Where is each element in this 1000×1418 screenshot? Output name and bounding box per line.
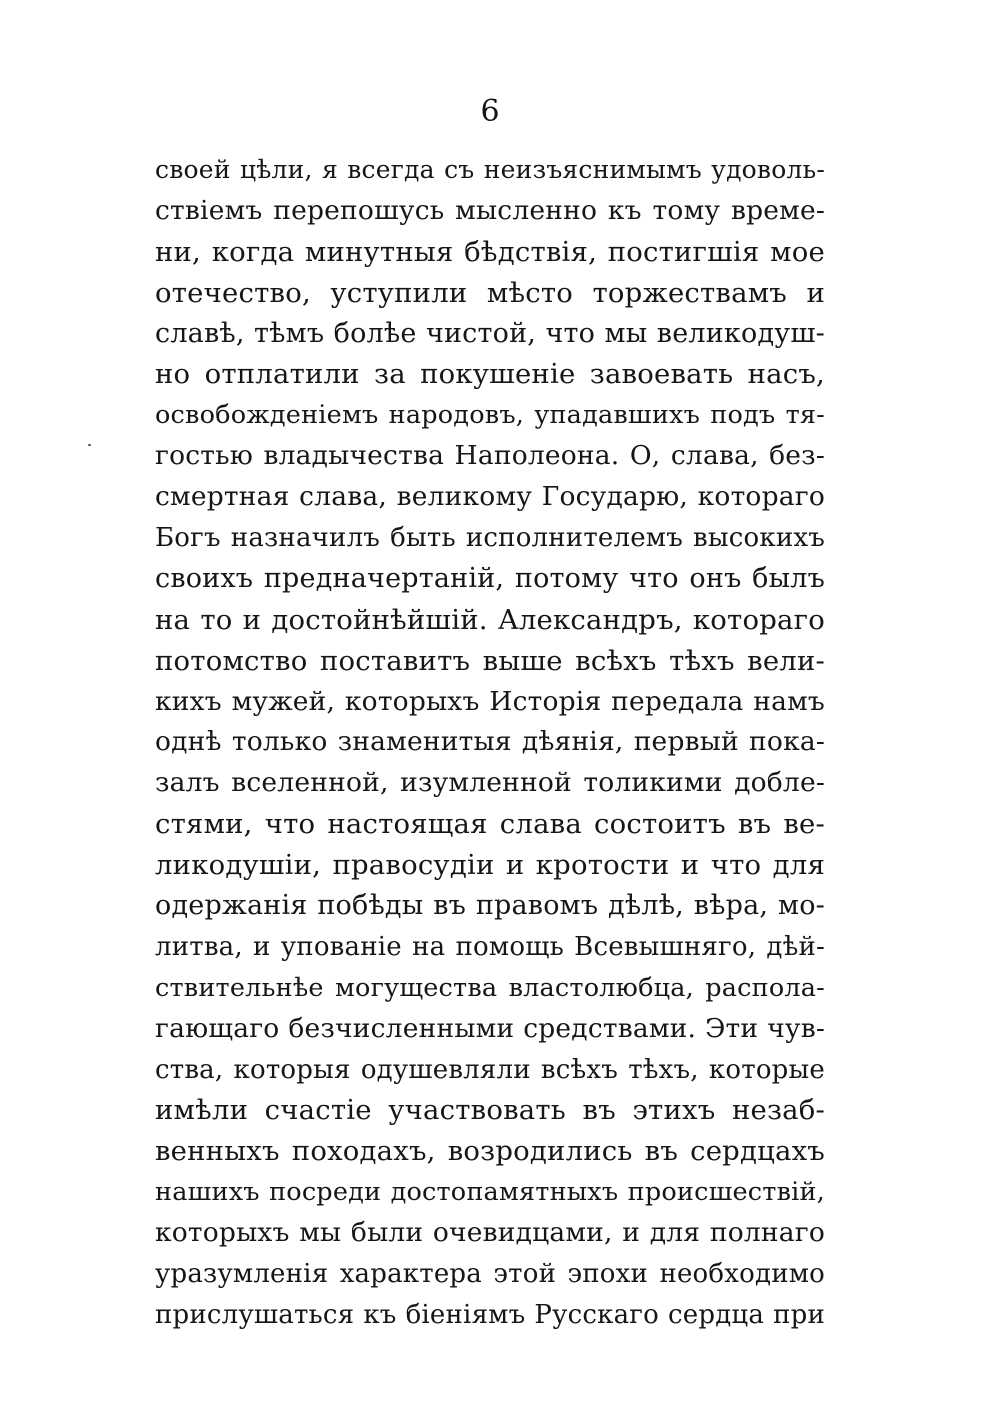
page-number: 6 [480,94,500,129]
text-line: прислушаться къ біеніямъ Русскаго сердца при [155,1299,825,1330]
text-line: ствительнѣе могущества властолюбца, распола- [155,972,825,1003]
text-line: стями, что настоящая слава состоитъ въ ве- [155,808,825,841]
text-line: ни, когда минутныя бѣдствія, постигшія мое [155,235,825,268]
text-line: гостью владычества Наполеона. О, слава, без- [155,440,825,472]
text-line: уразумленія характера этой эпохи необходимо [155,1259,825,1290]
text-line: ствіемъ перепошусь мысленно къ тому време- [155,194,825,226]
text-line: потомство поставитъ выше всѣхъ тѣхъ вели- [155,644,825,677]
text-line: венныхъ походахъ, возродились въ сердцахъ [155,1135,825,1168]
body-text [155,150,825,1336]
text-line: своихъ предначертаній, потому что онъ былъ [155,562,825,594]
text-line: кихъ мужей, которыхъ Исторія передала намъ [155,685,825,717]
text-line: смертная слава, великому Государю, котораго [155,481,825,513]
text-line: нашихъ посреди достопамятныхъ происшествій, [155,1177,825,1208]
text-line: отечество, уступили мѣсто торжествамъ и [155,276,825,309]
text-line: имѣли счастіе участвовать въ этихъ незаб- [155,1094,825,1127]
text-line: славѣ, тѣмъ болѣе чистой, что мы великодуш- [155,317,825,349]
text-line: освобожденіемъ народовъ, упадавшихъ подъ тя- [155,400,825,431]
text-line: своей цѣли, я всегда съ неизъяснимымъ удоволь- [155,155,825,184]
text-line: однѣ только знаменитыя дѣянія, первый пока- [155,726,825,758]
margin-speck [88,444,91,446]
text-line: но отплатили за покушеніе завоевать насъ, [155,358,825,391]
text-line: одержанія побѣды въ правомъ дѣлѣ, вѣра, мо- [155,890,825,922]
text-line: на то и достойнѣйшій. Александръ, котораго [155,603,825,636]
text-line: ства, которыя одушевляли всѣхъ тѣхъ, которые [155,1054,825,1085]
text-line: ликодушіи, правосудіи и кротости и что для [155,849,825,882]
text-line: которыхъ мы были очевидцами, и для полнаго [155,1217,825,1249]
text-line: залъ вселенной, изумленной толикими добле- [155,767,825,799]
text-line: литва, и упованіе на помощь Всевышняго, дѣй- [155,931,825,962]
text-line: Богъ назначилъ быть исполнителемъ высокихъ [155,523,825,554]
text-line: гающаго безчисленными средствами. Эти чув- [155,1012,825,1044]
